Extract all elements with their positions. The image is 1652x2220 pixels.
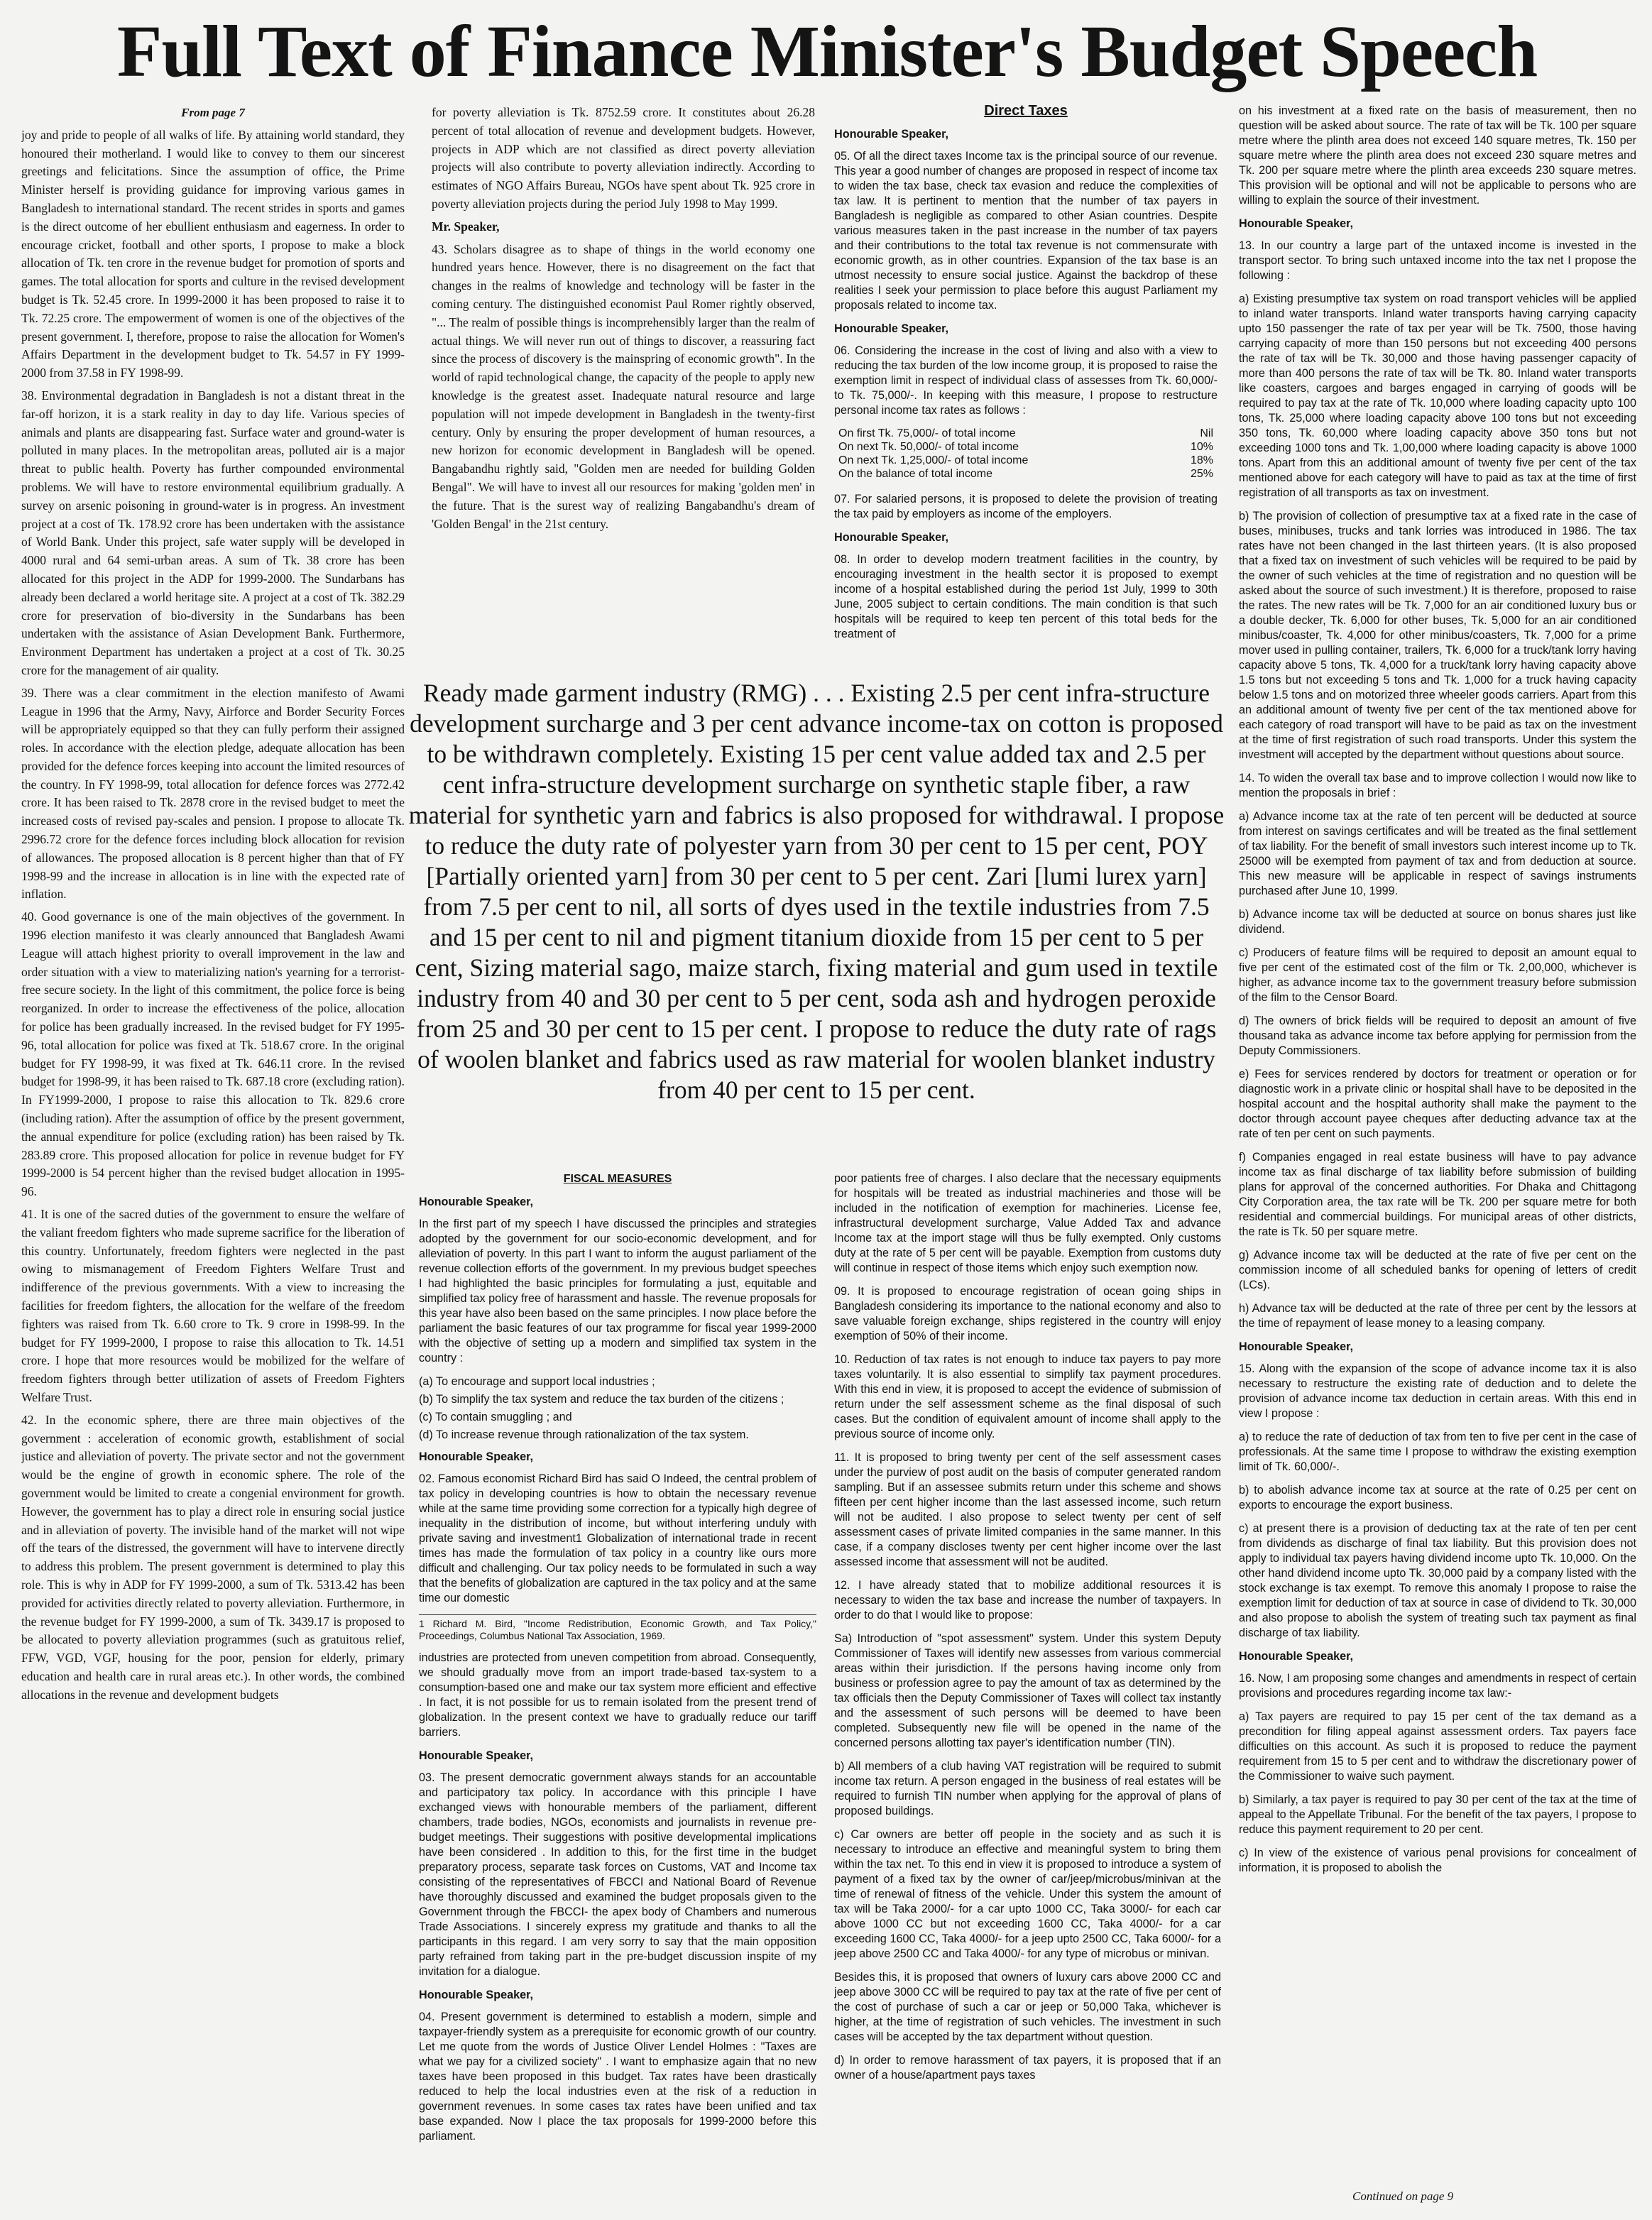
paragraph: d) In order to remove harassment of tax payers, it is proposed that if an owner of a house/apartment pays taxes	[834, 2054, 1221, 2082]
column-3	[834, 104, 1218, 672]
paragraph: industries are protected from uneven competition from abroad. Consequently, we should gradually move from an import trade-based tax-system to a consumption-based one and make our tax system more efficient and effective . In fact, it is not possible for us to remain isolated from the present trend of globalization. In the present context we have to gradually reduce our tariff barriers.	[419, 1651, 816, 1739]
paragraph: 11. It is proposed to bring twenty per cent of the self assessment cases under the purview of post audit on the basis of computer generated random sampling. But if an assessee submits return under this scheme and shows fifteen per cent higher income than the last assessed income, such return will not be audited. I also propose to select twenty per cent of self assessment cases of private limited companies in the same manner. In this case, if a company discloses twenty per cent higher income over the last assessed income that assessment will not be audited.	[834, 1451, 1221, 1568]
paragraph: a) Existing presumptive tax system on road transport vehicles will be applied to inland water transports. Inland water transports having carrying capacity upto 150 passenger the rate of tax per year will be Tk. 7500, those having carrying capacity of more than 150 persons but not exceeding 400 persons the rate of tax will be Tk. 30,000 and those having passenger capacity of more than 400 persons the rate of tax will be Tk. 80. Inland water transports like coasters, cargoes and barges engaged in carrying of goods will be required to pay tax at the rate of Tk. 10,000 where loading capacity upto 100 tons, Tk. 25,000 where loading capacity above 100 tons but not exceeding 350 tons, Tk. 60,000 where loading capacity above 350 tons but not exceeding 1000 tons and Tk. 1,00,000 where loading capacity is above 1000 tons. Apart from this an additional amount of twenty five per cent of the tax mentioned above for each category will have to paid as tax at the time of first registration of all transports as tax on investment.	[1239, 292, 1636, 499]
table-row	[834, 454, 1218, 467]
rate-label: On next Tk. 1,25,000/- of total income	[838, 454, 1029, 466]
paragraph: joy and pride to people of all walks of life. By attaining world standard, they honoured their motherland. I would like to convey to them our sincerest greetings and felicitations. Since the assumption of office, the Prime Minister herself is providing guidance for improving various games in Bangladesh to international standard. The recent strides in sports and games is the direct outcome of her ebullient enthusiasm and eagerness. In order to encourage cricket, football and other sports, I propose to make a block allocation of Tk. ten crore in the revenue budget for promotion of sports and games. The total allocation for sports and culture in the revised development budget is Tk. 52.45 crore. In 1999-2000 it has been proposed to raise it to Tk. 72.25 crore. The empowerment of women is one of the objectives of the present government. I, therefore, propose to raise the allocation for Women's Affairs Department in the development budget to Tk. 54.57 in FY 1999-2000 from 37.58 in FY 1998-99.	[21, 127, 405, 381]
continued-label: Continued on page 9	[1352, 2189, 1454, 2203]
paragraph: b) All members of a club having VAT registration will be required to submit income tax return. A person engaged in the business of real estates will be required to furnish TIN number when applying for the approval of plans of proposed buildings.	[834, 1760, 1221, 1817]
paragraph: 03. The present democratic government always stands for an accountable and participatory tax policy. In accordance with this principle I have exchanged views with honourable members of the parliament, different chambers, trade bodies, NGOs, economists and journalists in revenue pre-budget meetings. Their suggestions with positive developmental implications have been considered . In addition to this, for the first time in the budget preparatory process, separate task forces on Customs, VAT and Income tax consisting of the representatives of FBCCI and National Board of Revenue have thoroughly discussed and examined the budget proposals given to the Government through the FBCCI- the apex body of Chambers and numerous Trade Associations. I sincerely express my gratitude and thanks to all the participants in this regard. I am very sorry to say that the main opposition party refrained from taking part in the pre-budget discussion inspite of my invitation for a dialogue.	[419, 1771, 816, 1978]
speaker-heading: Honourable Speaker,	[1239, 1650, 1354, 1663]
paragraph: Sa) Introduction of "spot assessment" system. Under this system Deputy Commissioner of Taxes will identify new assesses from various commercial areas within their jurisdiction. If the persons having income only from business or profession agree to pay the amount of tax as determined by the tax officials then the Deputy Commissioner of Taxes will collect tax instantly and the assessment of such persons will be deemed to have been completed. Subsequently new file will be opened in the name of the concerned persons allotting tax payer's identification number (TIN).	[834, 1632, 1221, 1749]
speaker-heading: Honourable Speaker,	[1239, 217, 1354, 230]
paragraph: 04. Present government is determined to establish a modern, simple and taxpayer-friendly system as a prerequisite for economic growth of our country. Let me quote from the words of Justice Oliver Lendel Holmes : "Taxes are what we pay for a civilized society" . I want to emphasize again that no new taxes have been proposed in this budget. Tax rates have been drastically reduced to help the local industries even at the risk of a reduction in government revenues. In some cases tax rates have been unified and tax base expanded. Now I place the tax proposals for 1999-2000 before this parliament.	[419, 2011, 816, 2143]
paragraph: 43. Scholars disagree as to shape of things in the world economy one hundred years hence. However, there is no disagreement on the fact that changes in the realms of knowledge and technology will be faster in the coming century. The distinguished economist Paul Romer rightly observed, "... The realm of possible things is incomprehensibly larger than the realm of actual things. We will never run out of things to discover, a reassuring fact since the process of discovery is the mainspring of economic growth". In the world of rapid technological change, the capacity of the people to apply new knowledge is the greatest asset. Inadequate natural resource and large population will not impede development in Bangladesh in the twenty-first century. Only by ensuring the proper development of human resources, a new horizon for economic development in Bangladesh will be opened. Bangabandhu rightly said, "Golden men are needed for building Golden Bengal". We will have to invest all our resources for making 'golden men' in the future. That is the surest way of realizing Bangabandhu's dream of 'Golden Bengal' in the 21st century.	[432, 241, 815, 531]
rate-label: On next Tk. 50,000/- of total income	[838, 441, 1019, 453]
speaker-heading: Honourable Speaker,	[419, 1989, 534, 2001]
speaker-heading: Mr. Speaker,	[432, 219, 500, 234]
paragraph: a) Advance income tax at the rate of ten percent will be deducted at source from interest on savings certificates and will be treated as the final settlement of tax liability. For the benefit of small investors such interest income up to Tk. 25000 will be exempted from payment of tax and from deduction at source. This new measure will be applicable in respect of savings instruments purchased after June 10, 1999.	[1239, 810, 1636, 897]
paragraph: 42. In the economic sphere, there are three main objectives of the government : acceleration of economic growth, establishment of social justice and alleviation of poverty. The private sector and not the government would be the engine of growth in economic sphere. The role of the government would be limited to create a congenial environment for growth. However, the government has to play a direct role in ensuring social justice and in alleviation of poverty. The invisible hand of the market will not wipe off the tears of the distressed, the government will have to intervene directly to address this problem. The present government is determined to play this role. This is why in ADP for FY 1999-2000, a sum of Tk. 5313.42 has been provided for activities directly related to poverty alleviation. Furthermore, in the revenue budget for FY 1999-2000, a sum of Tk. 3439.17 is proposed to be allocated to poverty alleviation programmes (such as gratuitous relief, FFW, VGD, VGF, housing for the poor, pension for elderly, primary education and health care in rural areas etc.). In other words, the combined allocations in the revenue and development budgets	[21, 1412, 405, 1702]
pull-quote-text: Ready made garment industry (RMG) . . . Existing 2.5 per cent infra-structure development surcharge and 3 per cent advance income-tax on cotton is proposed to be withdrawn completely. Existing 15 per cent value added tax and 2.5 per cent infra-structure development surcharge on synthetic staple fiber, a raw material for synthetic yarn and fabrics is also proposed for withdrawal. I propose to reduce the duty rate of polyester yarn from 30 per cent to 15 per cent, POY [Partially oriented yarn] from 30 per cent to 5 per cent. Zari [lumi lurex yarn] from 7.5 per cent to nil, all sorts of dyes used in the textile industries from 7.5 and 15 per cent to nil and pigment titanium dioxide from 15 per cent to 5 per cent, Sizing material sago, maize starch, fixing material and gum used in textile industry from 40 and 30 per cent to 5 per cent, soda ash and hydrogen peroxide from 25 and 30 per cent to 15 per cent. I propose to reduce the duty rate of rags of woolen blanket and fabrics used as raw material for woolen blanket industry from 40 per cent to 15 per cent.	[408, 679, 1225, 1104]
speaker-heading: Honourable Speaker,	[834, 128, 949, 141]
speaker-heading: Honourable Speaker,	[419, 1196, 534, 1208]
paragraph: b) Advance income tax will be deducted at source on bonus shares just like dividend.	[1239, 908, 1636, 936]
paragraph: 14. To widen the overall tax base and to improve collection I would now like to mention the proposals in brief :	[1239, 772, 1636, 799]
column-1	[21, 104, 405, 2216]
direct-taxes-heading: Direct Taxes	[984, 104, 1068, 119]
paragraph: c) at present there is a provision of deducting tax at the rate of ten per cent from dividends as discharge of final tax liability. But this provision does not apply to individual tax payers having dividend income upto Tk. 10,000. On the other hand dividend income upto Tk. 30,000 paid by a company listed with the stock exchange is tax exempt. To remove this anomaly I propose to raise the exemption limit for deduction of tax at source in case of dividend to Tk. 30,000 and also propose to abolish the system of treating such tax payment as final discharge of tax liability.	[1239, 1522, 1636, 1639]
list-item: (a) To encourage and support local industries ;	[419, 1375, 655, 1388]
paragraph: c) Car owners are better off people in the society and as such it is necessary to introduce an effective and meaningful system to bring them within the tax net. To this end in view it is proposed to introduce a system of payment of a fixed tax by the owner of car/jeep/microbus/minivan at the time of renewal of fitness of the vehicle. Under this system the amount of tax will be Taka 2000/- for a car upto 1000 CC, Taka 3000/- for each car above 1000 CC but not exceeding 1600 CC, Taka 4000/- for a car exceeding 1600 CC, Taka 4000/- for a jeep upto 2500 CC, Taka 6000/- for a jeep above 2500 CC and Taka 4000/- for any type of microbus or minivan.	[834, 1828, 1221, 1960]
speaker-heading: Honourable Speaker,	[419, 1749, 534, 1762]
paragraph: e) Fees for services rendered by doctors for treatment or operation or for diagnostic work in a private clinic or hospital shall have to be deposited in the hospital account and the hospital authority shall make the payment to the doctor through account payee cheques after deducting advance tax at the rate of ten per cent on such payments.	[1239, 1068, 1636, 1140]
paragraph: 13. In our country a large part of the untaxed income is invested in the transport sector. To bring such untaxed income into the tax net I propose the following :	[1239, 239, 1636, 282]
paragraph: 41. It is one of the sacred duties of the government to ensure the welfare of the valiant freedom fighters who made supreme sacrifice for the liberation of this country. Unfortunately, freedom fighters were neglected in the past owing to mismanagement of Freedom Fighters Welfare Trust and indifference of the previous governments. With a view to increasing the facilities for freedom fighters, the allocation for the welfare of the freedom fighters was raised from Tk. 6.60 crore to Tk. 9 crore in 1998-99. In the budget for FY 1999-2000, I propose to raise this allocation to Tk. 14.51 crore. I hope that more resources would be mobilized for the welfare of freedom fighters through better utilization of assets of Freedom Fighters Welfare Trust.	[21, 1207, 405, 1404]
paragraph: b) Similarly, a tax payer is required to pay 30 per cent of the tax at the time of appeal to the Appellate Tribunal. For the benefit of the tax payers, I propose to reduce this payment requirement to 20 per cent.	[1239, 1793, 1636, 1836]
pull-quote	[405, 678, 1228, 1168]
paragraph: c) Producers of feature films will be required to deposit an amount equal to five per cent of the estimated cost of the film or Tk. 2,00,000, whichever is higher, as advance income tax to the government treasury before submission of the film to the Censor Board.	[1239, 946, 1636, 1004]
rate-label: On the balance of total income	[838, 468, 993, 480]
paragraph: 40. Good governance is one of the main objectives of the government. In 1996 election manifesto it was clearly announced that Bangladesh Awami League will attach highest priority to overall improvement in the law and order situation with a view to materializing nation's yearning for a terrorist-free secure society. In the light of this commitment, the police force is being reorganized. In order to increase the effectiveness of the police, allocation for police has been gradually increased. In the revised budget for FY 1995-96, total allocation for police was fixed at Tk. 518.67 crore. In the original budget for FY 1998-99, it was fixed at Tk. 646.11 crore. In the revised budget for 1998-99, it has been raised to Tk. 687.18 crore (excluding ration). In FY1999-2000, I propose to raise this allocation to Tk. 829.6 crore (including ration). After the assumption of office by the present government, the annual expenditure for police (excluding ration) has been raised by Tk. 283.89 crore. This proposed allocation for police in revenue budget for FY 1999-2000 is 54 percent higher than the revised budget allocation in 1995-96.	[21, 909, 405, 1199]
paragraph: 09. It is proposed to encourage registration of ocean going ships in Bangladesh considering its importance to the national economy and also to save valuable foreign exchange, ships registered in the country will enjoy exemption of 50% of their income.	[834, 1285, 1221, 1343]
from-page-label: From page 7	[181, 106, 245, 119]
objectives-list	[419, 1374, 816, 1443]
paragraph: 39. There was a clear commitment in the election manifesto of Awami League in 1996 that the Army, Navy, Airforce and Border Security Forces will be appropriately equipped so that they can fully perform their assigned roles. In accordance with the election pledge, adequate allocation has been provided for the defence forces keeping into account the limited resources of the country. In FY 1998-99, total allocation for defence forces was 2772.42 crore. It has been raised to Tk. 2878 crore in the revised budget to meet the increased costs of revised pay-scales and pension. I propose to allocate Tk. 2996.72 crore for the defence forces including block allocation for revision of allowances. The proposed allocation is 8 percent higher than that of FY 1998-99 and the increase in allocation is in line with the expected rate of inflation.	[21, 685, 405, 902]
list-item: (b) To simplify the tax system and reduce the tax burden of the citizens ;	[419, 1393, 784, 1406]
column-6	[834, 1171, 1221, 2187]
paragraph: for poverty alleviation is Tk. 8752.59 crore. It constitutes about 26.28 percent of total allocation of revenue and development budgets. However, projects in ADP which are not classified as direct poverty alleviation projects will also contribute to poverty alleviation indirectly. According to estimates of NGO Affairs Bureau, NGOs have spent about Tk. 925 crore in poverty alleviation projects during the period July 1998 to May 1999.	[432, 105, 815, 211]
rate-value: Nil	[1200, 427, 1213, 439]
speaker-heading: Honourable Speaker,	[1239, 1340, 1354, 1353]
speaker-heading: Honourable Speaker,	[834, 531, 949, 544]
paragraph: 06. Considering the increase in the cost of living and also with a view to reducing the tax burden of the low income group, it is proposed to raise the exemption limit in respect of individual class of assesses from Tk. 60,000/- to Tk. 75,000/-. In keeping with this measure, I propose to restructure personal income tax rates as follows :	[834, 344, 1218, 417]
tax-rate-table	[834, 427, 1218, 481]
paragraph: a) to reduce the rate of deduction of tax from ten to five per cent in the case of professionals. At the same time I propose to withdraw the existing exemption limit of Tk. 60,000/-.	[1239, 1431, 1636, 1473]
paragraph: 38. Environmental degradation in Bangladesh is not a distant threat in the far-off horizon, it is a stark reality in day to day life. Various species of animals and plants are disappearing fast. Surface water and ground-water is polluted in many places. In the metropolitan areas, polluted air is a major threat to public health. Poverty has further compounded environmental problems. We will have to restore environmental equilibrium gradually. A survey on arsenic poisoning in ground-water is in progress. An investment project at a cost of Tk. 178.92 crore has been undertaken with the assistance of World Bank. Under this project, safe water supply will be developed in 4000 rural and 64 semi-urban areas. A sum of Tk. 38 crore has been allocated for this project in the ADP for 1999-2000. The Sundarbans has already been declared a world heritage site. A project at a cost of Tk. 382.29 crore for preservation of bio-diversity in the Sundarbans has been undertaken with the assistance of Asian Development Bank. Furthermore, Environment Department has undertaken a project at a cost of Tk. 30.25 crore for the management of air quality.	[21, 388, 405, 677]
paragraph: b) to abolish advance income tax at source at the rate of 0.25 per cent on exports to encourage the export business.	[1239, 1484, 1636, 1511]
table-row	[834, 440, 1218, 454]
rate-label: On first Tk. 75,000/- of total income	[838, 427, 1016, 439]
paragraph: poor patients free of charges. I also declare that the necessary equipments for hospitals will be treated as industrial machineries and those will be included in the notification of exemption for machineries. License fee, infrastructural development surcharge, Value Added Tax and advance Income tax at the import stage will thus be fully exempted. Only customs duty at the rate of 5 per cent will be payable. Exemption from customs duty will continue in respect of those items which enjoy such exemption now.	[834, 1172, 1221, 1274]
list-item: (c) To contain smuggling ; and	[419, 1411, 572, 1423]
paragraph: 15. Along with the expansion of the scope of advance income tax it is also necessary to restructure the existing rate of deduction and to delete the provision of advance income tax deduction in certain areas. With this end in view I propose :	[1239, 1362, 1636, 1420]
paragraph: g) Advance income tax will be deducted at the rate of five per cent on the commission income of all scheduled banks for opening of letters of credit (LCs).	[1239, 1249, 1636, 1291]
list-item: (d) To increase revenue through rationalization of the tax system.	[419, 1428, 749, 1441]
paragraph: a) Tax payers are required to pay 15 per cent of the tax demand as a precondition for filing appeal against assessment orders. Tax payers face difficulties on this account. As such it is proposed to reduce the payment requirement from 15 to 5 per cent and to withdraw the discretionary power of the Commissioner to waive such payment.	[1239, 1710, 1636, 1783]
paragraph: b) The provision of collection of presumptive tax at a fixed rate in the case of buses, minibuses, trucks and tank lorries was introduced in 1986. The tax rates have not been changed in the last thirteen years. (It is also proposed that a fixed tax on investment of such vehicles will be required to be paid by the owner of such vehicles at the time of registration and no question will be asked about the source of such investment.) It is therefore, proposed to raise the rates. The new rates will be Tk. 7,000 for an air conditioned luxury bus or a double decker, Tk. 6,000 for other buses, Tk. 5,000 for an air conditioned minibus/coaster, Tk. 4,000 for other minibus/coasters, Tk. 7,000 for a prime mover used in pulling container, trailers, Tk. 6,000 for a truck/tank lorry having capacity above 5 tons, Tk. 4,000 for a truck/tank lorry having capacity above 1.5 tons but not exceeding 5 tons and Tk. 1,000 for a truck having capacity below 1.5 tons and on motorized three wheeler goods carriers. Apart from this an additional amount of twenty five per cent of the tax mentioned above for each category of road transport will have to be paid as tax on the investment at the time of first registration of such road transports. Under this system the investment will accepted by the department without questions about source.	[1239, 510, 1636, 761]
paragraph: 12. I have already stated that to mobilize additional resources it is necessary to widen the tax base and increase the number of taxpayers. In order to do that I would like to propose:	[834, 1579, 1221, 1622]
rate-value: 25%	[1190, 468, 1213, 480]
paragraph: 16. Now, I am proposing some changes and amendments in respect of certain provisions and procedures regarding income tax law:-	[1239, 1672, 1636, 1700]
paragraph: on his investment at a fixed rate on the basis of measurement, then no question will be asked about source. The rate of tax will be Tk. 100 per square metre where the plinth area does not exceed 140 square metres, Tk. 150 per square metre where the plinth area does not exceed 230 square metres and Tk. 200 per square metre where the plinth area exceeds 230 square metres. This provision will be optional and will not be applicable to persons who are willing to explain the source of their investment.	[1239, 104, 1636, 207]
column-5	[419, 1171, 816, 2187]
headline: Full Text of Finance Minister's Budget Speech	[116, 11, 1538, 92]
table-row	[834, 427, 1218, 440]
paragraph: In the first part of my speech I have discussed the principles and strategies adopted by the government for our socio-economic development, and for alleviation of poverty. In this part I want to inform the august parliament of the revenue collection efforts of the government. In my previous budget speeches I had highlighted the basic principles for formulating a just, equitable and simplified tax policy free of harassment and hassle. The revenue proposals for this year have also been based on the same principles. I now place before the parliament the basic features of our tax programme for fiscal year 1999-2000 with the objective of setting up a modern and simplified tax system in the country :	[419, 1218, 816, 1365]
paragraph: c) In view of the existence of various penal provisions for concealment of information, it is proposed to abolish the	[1239, 1847, 1636, 1874]
fiscal-measures-heading: FISCAL MEASURES	[563, 1173, 672, 1185]
paragraph: 05. Of all the direct taxes Income tax is the principal source of our revenue. This year a good number of changes are proposed in respect of income tax to widen the tax base, check tax evasion and reduce the complexities of tax law. It is pertinent to mention that the number of tax payers in Bangladesh is negligible as compared to other Asian countries. Despite various measures taken in the past increase in the number of tax payers and their contributions to the total tax revenue is not commensurate with economic growth, as in other countries. Expansion of the tax base is an utmost necessity to ensure social justice. Against the backdrop of these realities I seek your permission to place before this august Parliament my proposals related to income tax.	[834, 150, 1218, 312]
paragraph: f) Companies engaged in real estate business will have to pay advance income tax as final discharge of tax liability before submission of building plans for approval of the concerned authorities. For Dhaka and Chittagong City Corporation area, the tax rate will be Tk. 200 per square metre for both residential and commercial buildings. For municipal areas of other districts, the rate is Tk. 50 per square metre.	[1239, 1151, 1636, 1238]
paragraph: d) The owners of brick fields will be required to deposit an amount of five thousand taka as advance income tax before applying for permission from the Deputy Commissioners.	[1239, 1015, 1636, 1057]
column-4	[1239, 104, 1636, 2187]
paragraph: 08. In order to develop modern treatment facilities in the country, by encouraging investment in the health sector it is proposed to exempt income of a hospital established during the period 1st July, 1999 to 30th June, 2005 subject to certain conditions. The main condition is that such hospitals will be required to keep ten percent of this total beds for the treatment of	[834, 553, 1218, 640]
rate-value: 10%	[1190, 441, 1213, 453]
column-2	[432, 104, 815, 672]
paragraph: h) Advance tax will be deducted at the rate of three per cent by the lessors at the time of repayment of lease money to a leasing company.	[1239, 1302, 1636, 1330]
paragraph: 10. Reduction of tax rates is not enough to induce tax payers to pay more taxes voluntarily. It is also essential to simplify tax payment procedures. With this end in view, it is proposed to accept the evidence of submission of return under the self assessment scheme as the final disposal of such cases. But the condition of equivalent amount of income shall apply to the previous source of income only.	[834, 1353, 1221, 1440]
footnote: 1 Richard M. Bird, "Income Redistribution, Economic Growth, and Tax Policy," Proceedings, Columbus National Tax Association, 1969.	[419, 1614, 816, 1642]
rate-value: 18%	[1190, 454, 1213, 466]
paragraph: Besides this, it is proposed that owners of luxury cars above 2000 CC and jeep above 3000 CC will be required to pay tax at the rate of five per cent of the cost of purchase of such a car or jeep or 50,000 Taka, whichever is higher, at the time of registration of such vehicles. The investment in such cases will be accepted by the tax department without question.	[834, 1971, 1221, 2043]
table-row	[834, 467, 1218, 481]
speaker-heading: Honourable Speaker,	[834, 322, 949, 335]
paragraph: 07. For salaried persons, it is proposed to delete the provision of treating the tax paid by employers as income of the employers.	[834, 493, 1218, 520]
paragraph: 02. Famous economist Richard Bird has said O Indeed, the central problem of tax policy in developing countries is how to obtain the necessary revenue while at the same time providing some correction for a typically high degree of inequality in the distribution of income, but without interfering unduly with private saving and investment1 Globalization of international trade in recent times has made the formulation of tax policy in a country like ours more difficult and challenging. Our tax policy needs to be formulated in such a way that the benefits of globalization are captured in the tax policy and at the same time our domestic	[419, 1472, 816, 1604]
speaker-heading: Honourable Speaker,	[419, 1450, 534, 1463]
